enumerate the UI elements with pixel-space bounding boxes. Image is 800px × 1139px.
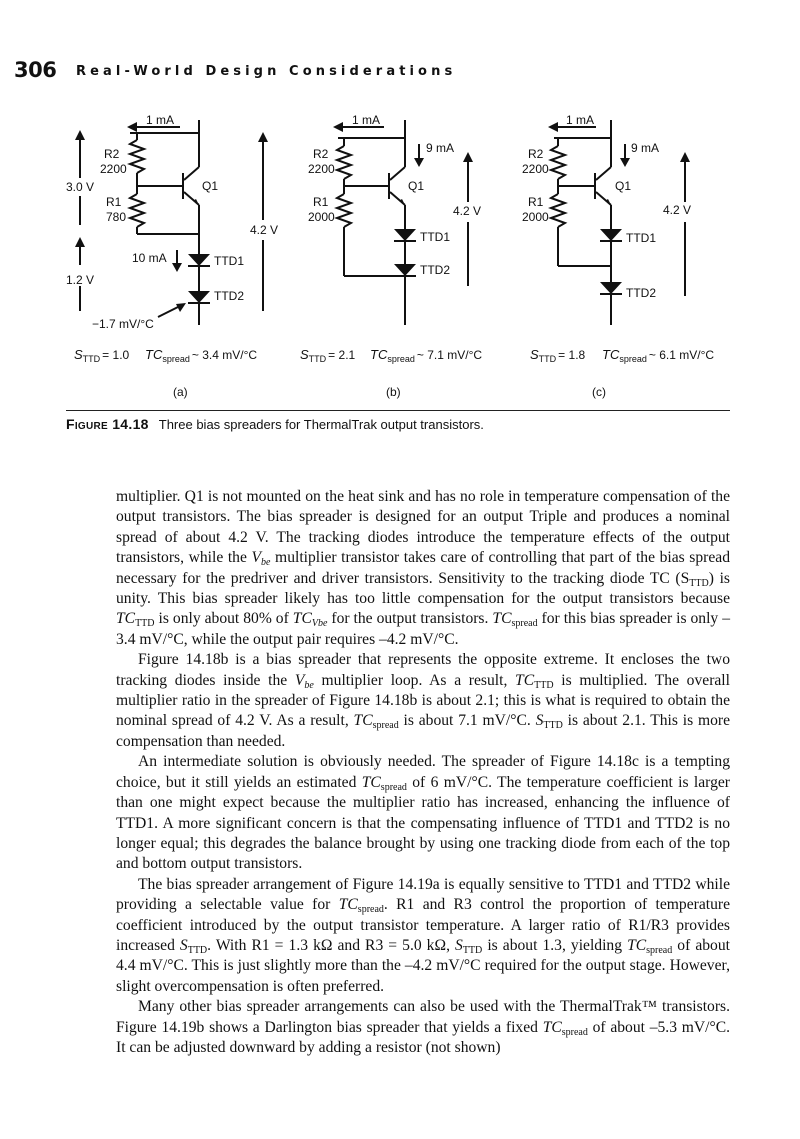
a-tc-spread: $TC_{spread}$ ~ 3.4 mV/°C [145, 347, 258, 364]
b-v-total: 4.2 V [453, 204, 482, 218]
c-ttd2: TTD2 [626, 286, 656, 300]
paragraph: Figure 14.18b is a bias spreader that represents the opposite extreme. It encloses the two tracking diodes inside the $V_{be}$ multiplier loop. As a result, $TC_{TTD}$ is multiplied. The overall multiplier ratio in the spreader of Figure 14.18b is about 2.1; this is what is required to obtain the nominal spread of 4.2 V. As a result, $TC_{spread}$ is about 7.1 mV/°C. $S_{TTD}$ is about 2.1. This is more compensation than needed. [116, 651, 730, 750]
a-ttd1: TTD1 [214, 254, 244, 268]
c-label: (c) [592, 385, 606, 399]
c-v-total: 4.2 V [663, 203, 692, 217]
b-r2-value: 2200 [308, 162, 335, 176]
a-v-diodes: 1.2 V [66, 273, 95, 287]
b-tc-spread: $TC_{spread}$ ~ 7.1 mV/°C [370, 347, 483, 364]
c-current-right: 9 mA [631, 141, 660, 155]
schematic [0, 100, 800, 410]
figure-rule [66, 410, 730, 411]
b-sensitivity: $S_{TTD} = 2.1$ [300, 347, 356, 364]
b-r1-value: 2000 [308, 210, 335, 224]
c-r1-value: 2000 [522, 210, 549, 224]
a-v-multiplier: 3.0 V [66, 180, 95, 194]
b-ttd1: TTD1 [420, 230, 450, 244]
b-r1: R1 [313, 195, 329, 209]
a-label: (a) [173, 385, 188, 399]
b-current-top: 1 mA [352, 113, 381, 127]
c-sensitivity: $S_{TTD} = 1.8$ [530, 347, 586, 364]
a-current-top: 1 mA [146, 113, 175, 127]
figure-14-18 [0, 100, 800, 410]
c-ttd1: TTD1 [626, 231, 656, 245]
body-text [116, 487, 730, 1058]
paragraph: multiplier. Q1 is not mounted on the heat sink and has no role in temperature compensation of the output transistors. The bias spreader is designed for an output Triple and produces a nominal spread of about 4.2 V. The tracking diodes introduce the temperature effects of the output transistors, while the $V_{be}$ multiplier transistor takes care of controlling that part of the bias spread necessary for the predriver and driver transistors. Sensitivity to the tracking diode TC $(S_{TTD})$ is unity. This bias spreader likely has too little compensation for the output transistors because $TC_{TTD}$ is only about 80% of $TC_{Vbe}$ for the output transistors. $TC_{spread}$ for this bias spreader is only –3.4 mV/°C, while the output pair requires –4.2 mV/°C. [116, 488, 731, 648]
circuit-b [300, 113, 482, 399]
a-r2: R2 [104, 147, 120, 161]
paragraph: An intermediate solution is obviously needed. The spreader of Figure 14.18c is a tempting choice, but it still yields an estimated $TC_{spread}$ of 6 mV/°C. The temperature coefficient is larger than one might expect because the multiplier ratio has increased, enhancing the influence of TTD1. A more significant concern is that the compensating influence of TTD1 and TTD2 is no longer equal; this degrades the balance brought by using one tracking diode from each of the top and bottom output transistors. [116, 753, 730, 873]
c-r1: R1 [528, 195, 544, 209]
a-v-total: 4.2 V [250, 223, 279, 237]
page-header [14, 58, 774, 88]
figure-caption [66, 416, 730, 432]
paragraph: Many other bias spreader arrangements can also be used with the ThermalTrak™ transistors. Figure 14.19b shows a Darlington bias spreader that yields a fixed $TC_{spread}$ of about –5.3 mV/°C. It can be adjusted downward by adding a resistor (not shown) [116, 998, 730, 1056]
page-number: 306 [14, 58, 57, 82]
a-r1-value: 780 [106, 210, 127, 224]
running-head: Real-World Design Considerations [76, 64, 457, 79]
paragraph: The bias spreader arrangement of Figure 14.19a is equally sensitive to TTD1 and TTD2 while providing a selectable value for $TC_{spread}$. R1 and R3 control the proportion of temperature coefficient introduced by the output transistor temperature. A larger ratio of R1/R3 provides increased $S_{TTD}$. With R1 = 1.3 kΩ and R3 = 5.0 kΩ, $S_{TTD}$ is about 1.3, yielding $TC_{spread}$ of about 4.4 mV/°C. This is just slightly more than the –4.2 mV/°C required for the output stage. However, slight overcompensation is often preferred. [116, 875, 730, 995]
c-r2: R2 [528, 147, 544, 161]
b-current-right: 9 mA [426, 141, 455, 155]
circuit-c [522, 113, 714, 399]
figure-caption-label: Figure 14.18 [66, 416, 149, 432]
a-diode-current: 10 mA [132, 251, 167, 265]
b-label: (b) [386, 385, 401, 399]
a-tc-diode: −1.7 mV/°C [92, 317, 154, 331]
a-r2-value: 2200 [100, 162, 127, 176]
a-q1: Q1 [202, 179, 219, 193]
b-ttd2: TTD2 [420, 263, 450, 277]
a-r1: R1 [106, 195, 122, 209]
c-r2-value: 2200 [522, 162, 549, 176]
c-tc-spread: $TC_{spread}$ ~ 6.1 mV/°C [602, 347, 715, 364]
b-r2: R2 [313, 147, 329, 161]
c-q1: Q1 [615, 179, 632, 193]
b-q1: Q1 [408, 179, 425, 193]
c-current-top: 1 mA [566, 113, 595, 127]
a-ttd2: TTD2 [214, 289, 244, 303]
circuit-a [66, 113, 278, 399]
figure-caption-text: Three bias spreaders for ThermalTrak output transistors. [158, 417, 484, 432]
a-sensitivity: $S_{TTD} = 1.0$ [74, 347, 130, 364]
